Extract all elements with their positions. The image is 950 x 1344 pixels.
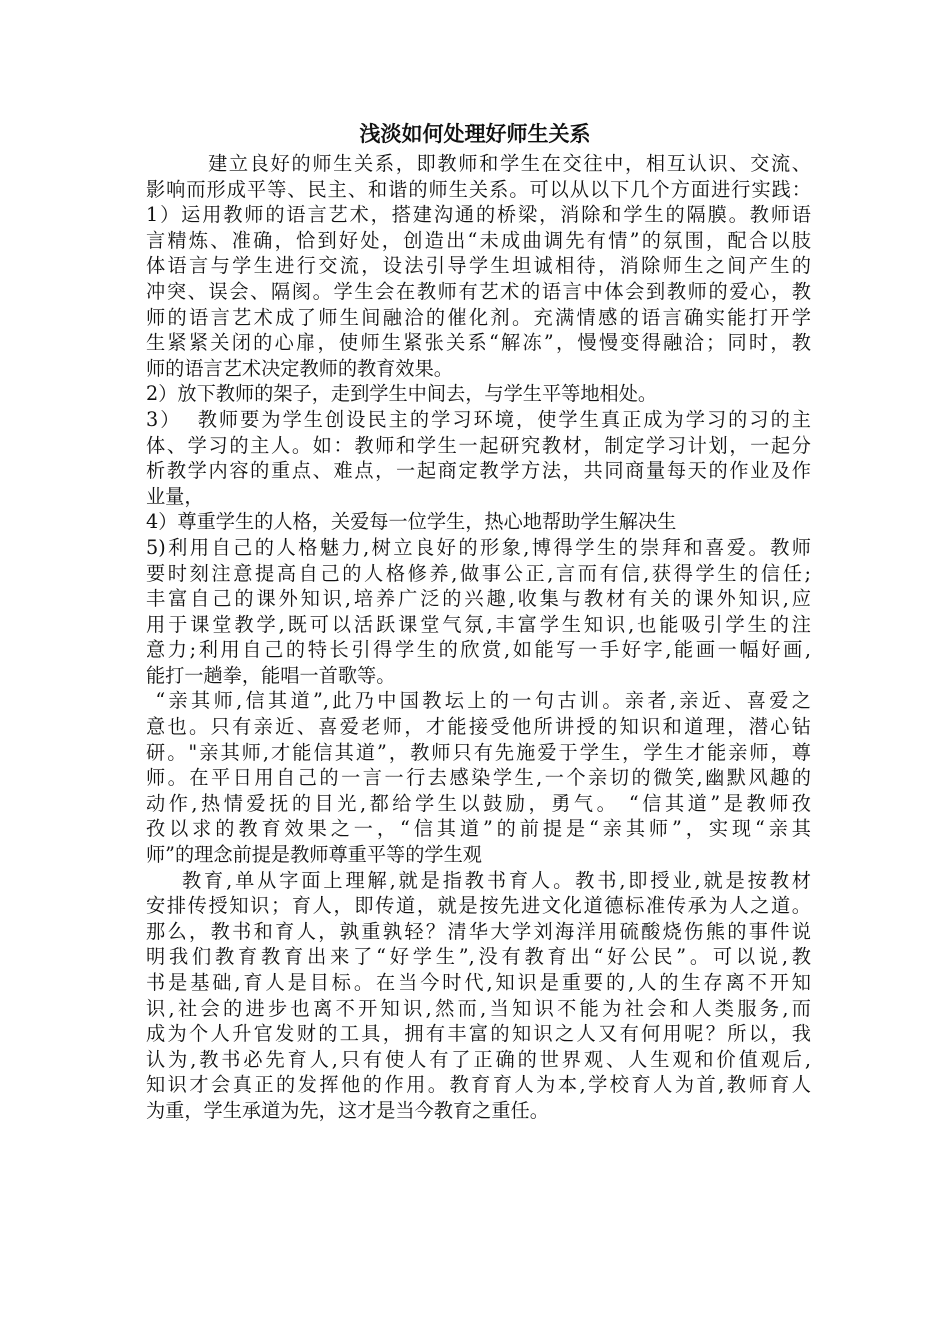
text-line: 师”的理念前提是教师尊重平等的学生观	[146, 843, 482, 867]
document-title: 浅淡如何处理好师生关系	[359, 121, 591, 146]
text-line: 3） 教师要为学生创设民主的学习环境，使学生真正成为学习的习的主	[146, 407, 811, 431]
text-line: 为重，学生承道为先，这才是当今教育之重任。	[146, 1098, 549, 1122]
text-line: 体语言与学生进行交流，设法引导学生坦诚相待，消除师生之间产生的	[146, 254, 811, 278]
text-line: 孜以求的教育效果之一，“信其道”的前提是“亲其师”，实现“亲其	[146, 817, 811, 841]
text-line: 识,社会的进步也离不开知识,然而,当知识不能为社会和人类服务,而	[146, 996, 811, 1020]
text-line: 成为个人升官发财的工具，拥有丰富的知识之人又有何用呢？所以，我	[146, 1022, 811, 1046]
text-line: 那么，教书和育人，孰重孰轻？清华大学刘海洋用硫酸烧伤熊的事件说	[146, 919, 811, 943]
text-line: 4）尊重学生的人格，关爱每一位学生，热心地帮助学生解决生	[146, 510, 677, 534]
text-line: 意力;利用自己的特长引得学生的欣赏,如能写一手好字,能画一幅好画,	[146, 638, 811, 662]
text-line: 书是基础,育人是目标。在当今时代,知识是重要的,人的生存离不开知	[146, 971, 811, 994]
text-line: 丰富自己的课外知识,培养广泛的兴趣,收集与教材有关的课外知识,应	[146, 587, 811, 611]
text-line: 析教学内容的重点、难点，一起商定教学方法，共同商量每天的作业及作	[146, 459, 811, 483]
text-line: 业量，	[146, 484, 204, 508]
document-body	[146, 151, 811, 1124]
text-line: 研。"亲其师,才能信其道”，教师只有先施爱于学生，学生才能亲师，尊	[146, 740, 811, 764]
text-line: 知识才会真正的发挥他的作用。教育育人为本,学校育人为首,教师育人	[146, 1073, 811, 1097]
text-line: 体、学习的主人。如：教师和学生一起研究教材，制定学习计划，一起分	[146, 433, 811, 457]
text-line: 师。在平日用自己的一言一行去感染学生,一个亲切的微笑,幽默风趣的	[146, 766, 811, 790]
text-line: 动作,热情爱抚的目光,都给学生以鼓励，勇气。 “信其道”是教师孜	[146, 791, 811, 815]
text-line: 认为,教书必先育人,只有使人有了正确的世界观、人生观和价值观后,	[146, 1047, 811, 1071]
text-line: 明我们教育教育出来了“好学生”,没有教育出“好公民”。可以说,教	[146, 945, 811, 969]
text-line: 意也。只有亲近、喜爱老师，才能接受他所讲授的知识和道理，潜心钻	[146, 715, 811, 739]
text-line: “亲其师,信其道”,此乃中国教坛上的一句古训。亲者,亲近、喜爱之	[146, 689, 811, 713]
text-line: 影响而形成平等、民主、和谐的师生关系。可以从以下几个方面进行实践：	[146, 177, 811, 201]
text-line: 建立良好的师生关系，即教师和学生在交往中，相互认识、交流、	[146, 152, 811, 175]
text-line: 能打一趟拳，能唱一首歌等。	[146, 663, 396, 687]
text-line: 2）放下教师的架子，走到学生中间去，与学生平等地相处。	[146, 382, 658, 406]
text-line: 言精炼、准确，恰到好处，创造出“未成曲调先有情”的氛围，配合以肢	[146, 228, 811, 252]
text-line: 师的语言艺术决定教师的教育效果。	[146, 356, 453, 380]
text-line: 用于课堂教学,既可以活跃课堂气氛,丰富学生知识,也能吸引学生的注	[146, 612, 811, 636]
text-line: 冲突、误会、隔阂。学生会在教师有艺术的语言中体会到教师的爱心，教	[146, 279, 811, 303]
text-line: 5)利用自己的人格魅力,树立良好的形象,博得学生的崇拜和喜爱。教师	[146, 535, 811, 559]
text-line: 教育,单从字面上理解,就是指教书育人。教书,即授业,就是按教材	[146, 868, 811, 892]
text-line: 要时刻注意提高自己的人格修养,做事公正,言而有信,获得学生的信任;	[146, 561, 811, 585]
text-line: 1）运用教师的语言艺术，搭建沟通的桥梁，消除和学生的隔膜。教师语	[146, 203, 811, 227]
text-line: 生紧紧关闭的心扉，使师生紧张关系“解冻”，慢慢变得融洽；同时，教	[146, 331, 811, 355]
text-line: 师的语言艺术成了师生间融洽的催化剂。充满情感的语言确实能打开学	[146, 305, 811, 329]
text-line: 安排传授知识；育人，即传道，就是按先进文化道德标准传承为人之道。	[146, 894, 811, 918]
